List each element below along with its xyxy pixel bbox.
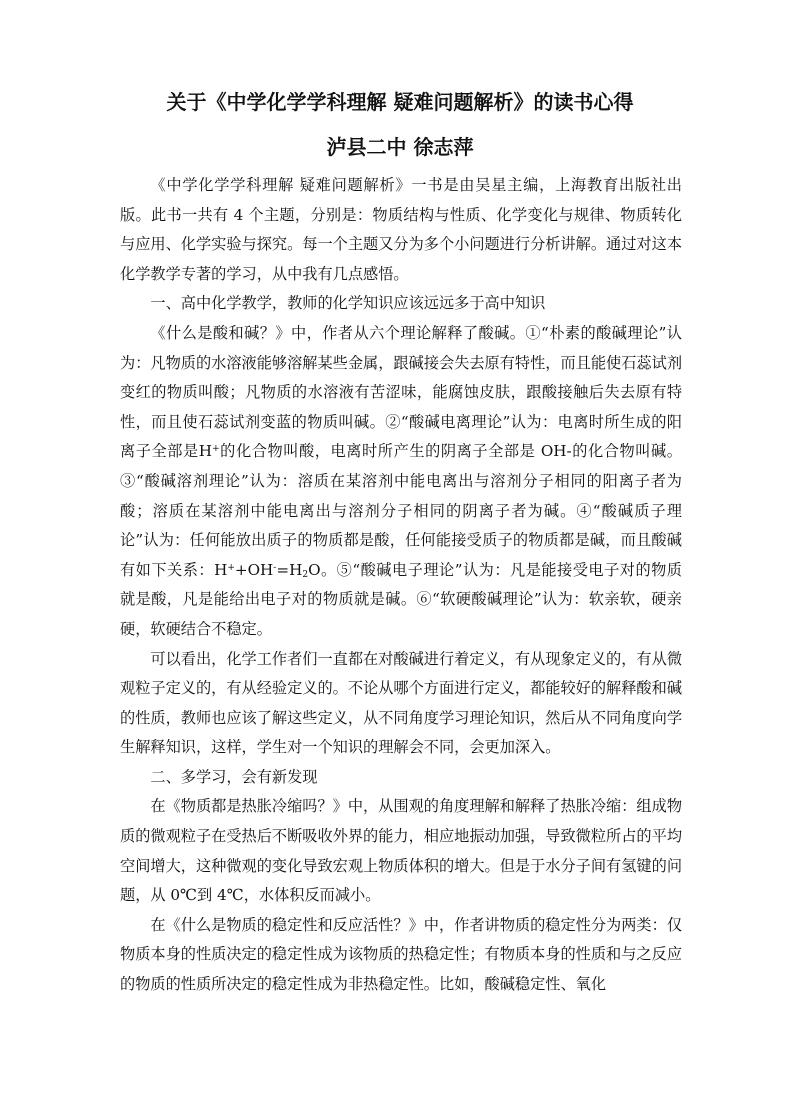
author-line: 泸县二中 徐志萍: [326, 135, 474, 159]
paragraph-acid-base-theories: [120, 319, 682, 645]
paragraph-thermal-expansion: 在《物质都是热胀冷缩吗？》中，从围观的角度理解和解释了热胀冷缩：组成物质的微观粒子在受热后不断吸收外界的能力，相应地振动加强，导致微粒所占的平均空间增大，这种微观的变化导致宏观上物质体积的增大。但是于水分子间有氢键的问题，从 0℃到 4℃，水体积反而减小。: [120, 797, 682, 905]
superscript: +: [227, 562, 235, 573]
superscript: -: [273, 562, 277, 573]
section-heading-2: 二、多学习，会有新发现: [150, 767, 318, 786]
paragraph-conclusion-1: 可以看出，化学工作者们一直都在对酸碱进行着定义，有从现象定义的，有从微观粒子定义的，有从经验定义的。不论从哪个方面进行定义，都能较好的解释酸和碱的性质，教师也应该了解这些定义，从不同角度学习理论知识，然后从不同角度向学生解释知识，这样，学生对一个知识的理解会不同，会更加深入。: [120, 649, 682, 757]
text-run: +OH: [234, 560, 274, 579]
paragraph-stability: 在《什么是物质的稳定性和反应活性？》中，作者讲物质的稳定性分为两类：仅物质本身的性质决定的稳定性成为该物质的热稳定性；有物质本身的性质和与之反应的物质的性质所决定的稳定性成为非热稳定性。比如，酸碱稳定性、氧化: [120, 915, 682, 994]
document-title: 关于《中学化学学科理解 疑难问题解析》的读书心得: [166, 90, 634, 114]
document-body: [120, 171, 682, 1000]
paragraph-intro: 《中学化学学科理解 疑难问题解析》一书是由吴星主编，上海教育出版社出版。此书一共有 4 个主题，分别是：物质结构与性质、化学变化与规律、物质转化与应用、化学实验与探究。每一个主题又分为多个小问题进行分析讲解。通过对这本化学教学专著的学习，从中我有几点感悟。: [120, 176, 682, 283]
text-run: O。⑤“酸碱电子理论”认为：凡是能接受电子对的物质就是酸，凡是能给出电子对的物质就是碱。⑥“软硬酸碱理论”认为：软亲软，硬亲硬，软硬结合不稳定。: [120, 560, 682, 638]
section-heading-1: 一、高中化学教学，教师的化学知识应该远远多于高中知识: [150, 294, 546, 313]
subscript: 2: [302, 569, 309, 580]
text-run: 《什么是酸和碱？》中，作者从六个理论解释了酸碱。①“朴素的酸碱理论”认为：凡物质的水溶液能够溶解某些金属，跟碱接会失去原有特性，而且能使石蕊试剂变红的物质叫酸；凡物质的水溶液有苦涩味，能腐蚀皮肤，跟酸接触后失去原有特性，而且使石蕊试剂变蓝的物质叫碱。②“酸碱电离理论”认为：电离时所生成的阳离子全部是H: [120, 323, 682, 461]
superscript: +: [212, 444, 220, 455]
text-run: 的化合物叫酸，电离时所产生的阴离子全部是 OH-的化合物叫碱。③“酸碱溶剂理论”认为：溶质在某溶剂中能电离出与溶剂分子相同的阳离子者为酸；溶质在某溶剂中能电离出与溶剂分子相同的阴离子者为碱。④“酸碱质子理论”认为：任何能放出质子的物质都是酸，任何能接受质子的物质都是碱，而且酸碱有如下关系：H: [120, 442, 682, 579]
text-run: =H: [276, 560, 303, 579]
